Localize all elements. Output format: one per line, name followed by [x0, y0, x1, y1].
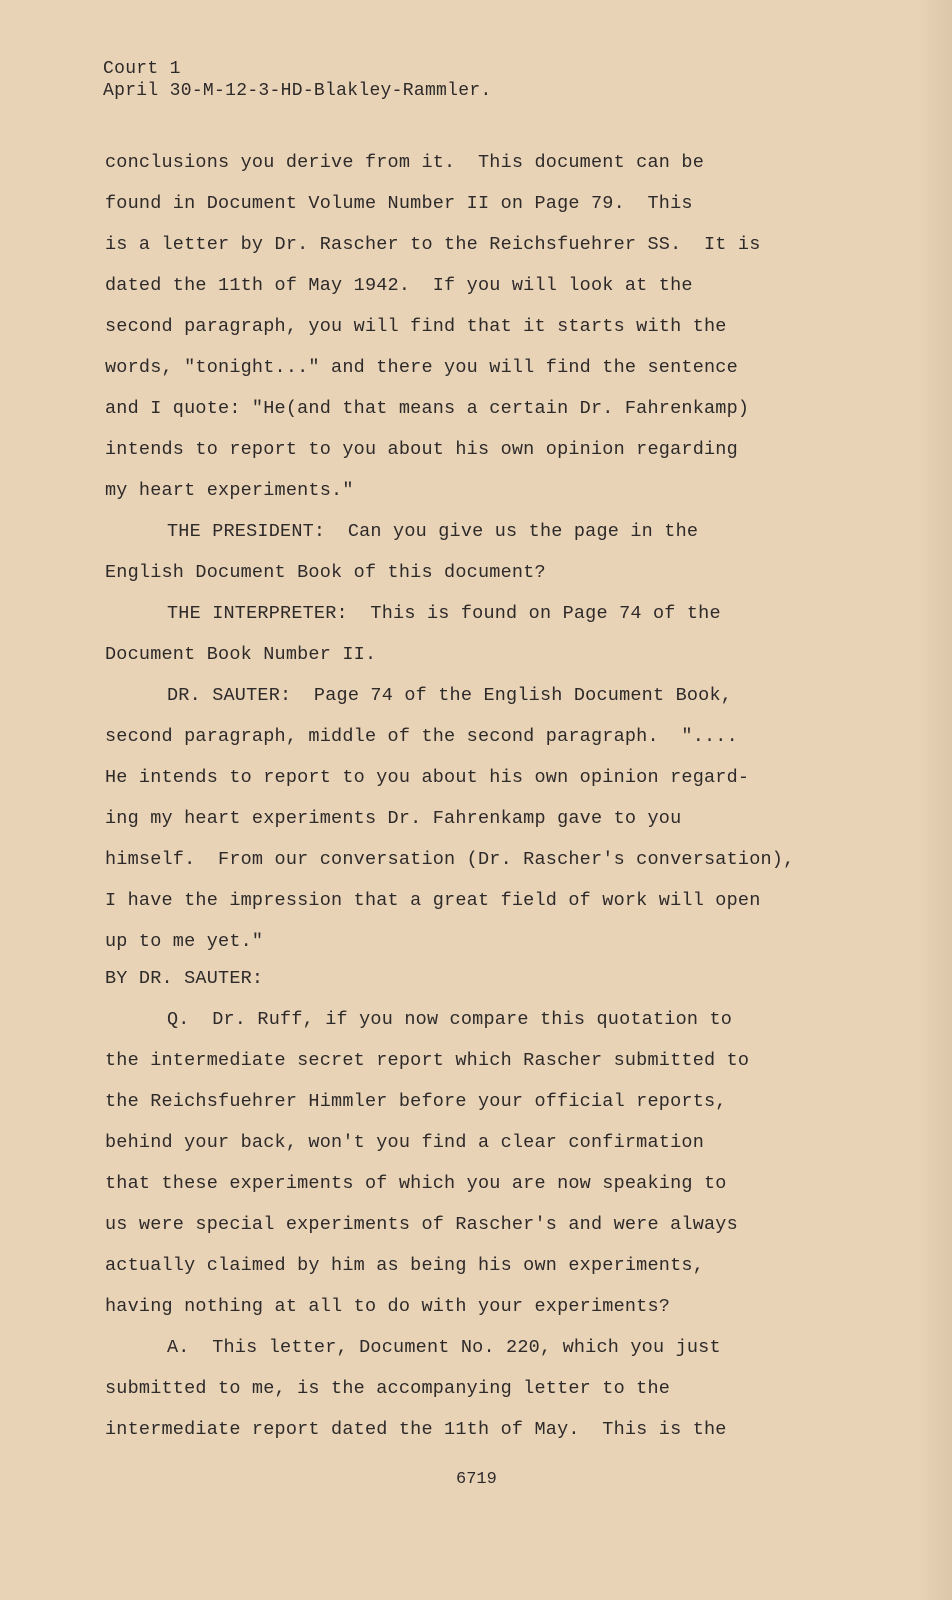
court-label: Court 1: [103, 59, 181, 79]
transcript-line: and I quote: "He(and that means a certain Dr. Fahrenkamp): [105, 398, 750, 419]
transcript-line: I have the impression that a great field of work will open: [105, 890, 761, 911]
transcript-line: Document Book Number II.: [105, 644, 377, 665]
transcript-line: intends to report to you about his own opinion regarding: [105, 439, 738, 460]
transcript-line: having nothing at all to do with your experiments?: [105, 1296, 671, 1317]
transcript-line: intermediate report dated the 11th of May. This is the: [105, 1419, 727, 1440]
transcript-line: submitted to me, is the accompanying letter to the: [105, 1378, 671, 1399]
speaker-line-sauter: DR. SAUTER: Page 74 of the English Document Book,: [167, 685, 733, 706]
transcript-line: ing my heart experiments Dr. Fahrenkamp gave to you: [105, 808, 682, 829]
transcript-line: the intermediate secret report which Rascher submitted to: [105, 1050, 750, 1071]
transcript-line: himself. From our conversation (Dr. Rascher's conversation),: [105, 849, 795, 870]
speaker-line-president: THE PRESIDENT: Can you give us the page in the: [167, 521, 699, 542]
transcript-line: dated the 11th of May 1942. If you will look at the: [105, 275, 693, 296]
transcript-line: conclusions you derive from it. This document can be: [105, 152, 704, 173]
transcript-line: my heart experiments.": [105, 480, 354, 501]
document-header: [103, 58, 492, 102]
session-reference: April 30-M-12-3-HD-Blakley-Rammler.: [103, 81, 492, 101]
answer-line: A. This letter, Document No. 220, which you just: [167, 1337, 721, 1358]
transcript-line: found in Document Volume Number II on Page 79. This: [105, 193, 693, 214]
transcript-line: behind your back, won't you find a clear confirmation: [105, 1132, 704, 1153]
transcript-line: the Reichsfuehrer Himmler before your official reports,: [105, 1091, 727, 1112]
transcript-line: He intends to report to you about his own opinion regard-: [105, 767, 750, 788]
transcript-line: us were special experiments of Rascher's and were always: [105, 1214, 738, 1235]
transcript-line: English Document Book of this document?: [105, 562, 546, 583]
transcript-line: is a letter by Dr. Rascher to the Reichsfuehrer SS. It is: [105, 234, 761, 255]
transcript-line: up to me yet.": [105, 931, 264, 952]
transcript-line: actually claimed by him as being his own experiments,: [105, 1255, 704, 1276]
paper-edge-shadow: [918, 0, 952, 1600]
examination-heading: BY DR. SAUTER:: [105, 968, 264, 989]
speaker-line-interpreter: THE INTERPRETER: This is found on Page 74 of the: [167, 603, 721, 624]
transcript-line: second paragraph, you will find that it starts with the: [105, 316, 727, 337]
page-number: 6719: [456, 1470, 497, 1489]
question-line: Q. Dr. Ruff, if you now compare this quotation to: [167, 1009, 733, 1030]
transcript-line: that these experiments of which you are now speaking to: [105, 1173, 727, 1194]
transcript-line: words, "tonight..." and there you will find the sentence: [105, 357, 738, 378]
transcript-line: second paragraph, middle of the second paragraph. "....: [105, 726, 738, 747]
